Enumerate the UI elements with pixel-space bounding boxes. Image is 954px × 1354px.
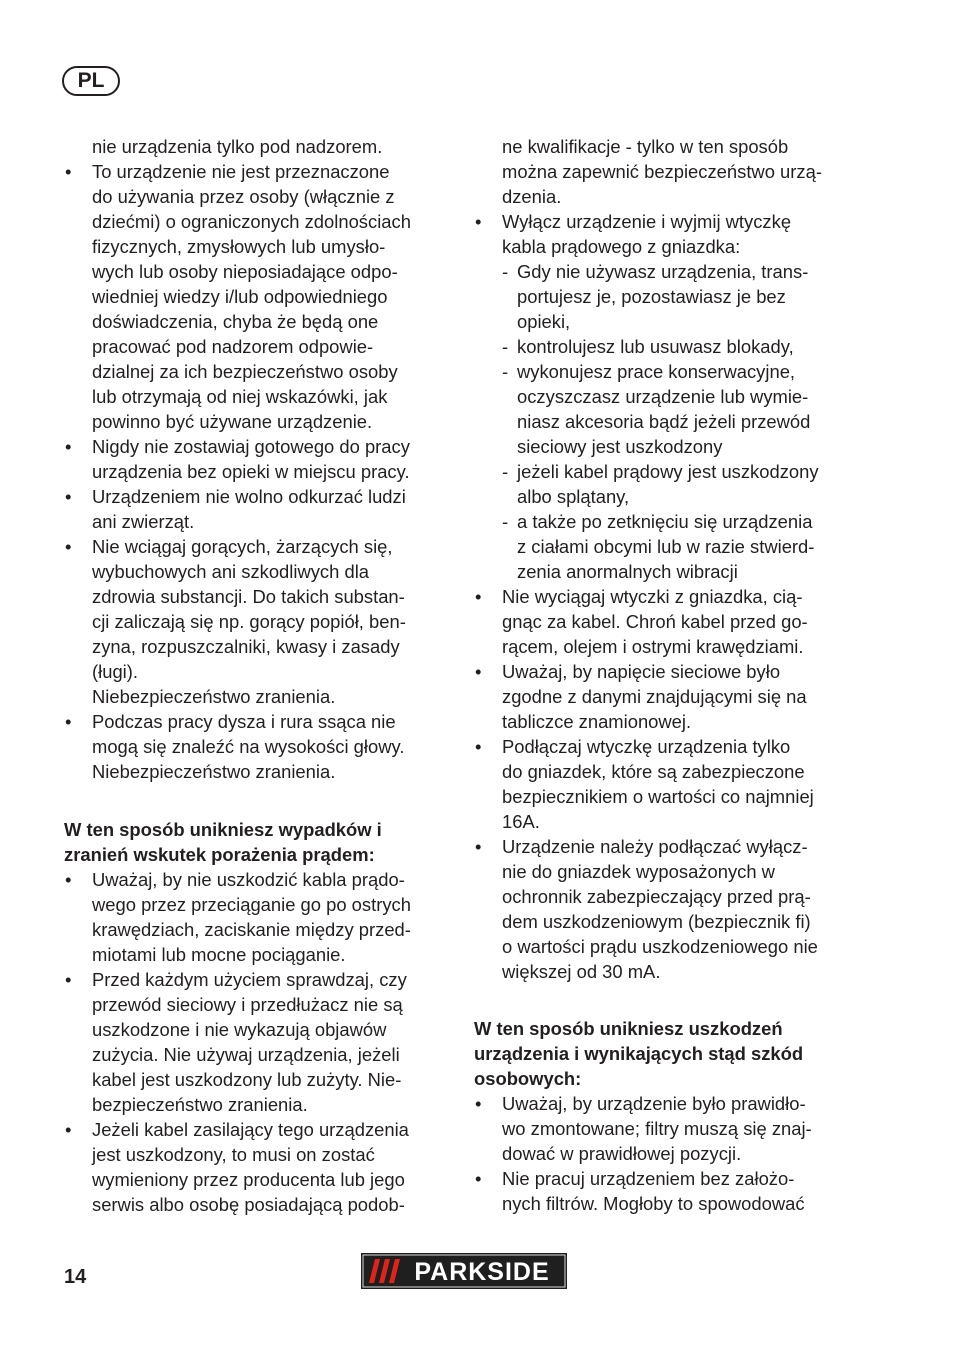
list-item: • Podczas pracy dysza i rura ssąca nie mogą się znaleźć na wysokości głowy. Niebezpieczeństwo zranienia. xyxy=(64,709,456,784)
list-item: • Podłączaj wtyczkę urządzenia tylko do gniazdek, które są zabezpieczone bezpiecznikiem o wartości co najmniej 16A. xyxy=(474,734,866,834)
list-item: • Nie wciągaj gorących, żarzących się, wybuchowych ani szkodliwych dla zdrowia substancji. Do takich substan- cji zaliczają się np. gorący popiół, ben- zyna, rozpuszczalniki, kwasy i zasady (ługi). Niebezpieczeństwo zranienia. xyxy=(64,534,456,709)
section-heading: W ten sposób unikniesz wypadków i zranień wskutek porażenia prądem: xyxy=(64,819,382,865)
right-column xyxy=(474,134,866,1216)
list-item: • Uważaj, by urządzenie było prawidło- wo zmontowane; filtry muszą się znaj- dować w prawidłowej pozycji. xyxy=(474,1091,866,1166)
continuation-text: ne kwalifikacje - tylko w ten sposób można zapewnić bezpieczeństwo urzą- dzenia. xyxy=(502,136,822,207)
list-item: • Nigdy nie zostawiaj gotowego do pracy urządzenia bez opieki w miejscu pracy. xyxy=(64,434,456,484)
dash-item: - Gdy nie używasz urządzenia, trans- portujesz je, pozostawiasz je bez opieki, xyxy=(474,259,866,334)
list-item: • Nie wyciągaj wtyczki z gniazdka, cią- gnąc za kabel. Chroń kabel przed go- rącem, olejem i ostrymi krawędziami. xyxy=(474,584,866,659)
dash-item: - wykonujesz prace konserwacyjne, oczyszczasz urządzenie lub wymie- niasz akcesoria bądź jeżeli przewód sieciowy jest uszkodzony xyxy=(474,359,866,459)
list-item: • Urządzenie należy podłączać wyłącz- nie do gniazdek wyposażonych w ochronnik zabezpieczający przed prą- dem uszkodzeniowym (bezpiecznik fi) o wartości prądu uszkodzeniowego nie większej od 30 mA. xyxy=(474,834,866,984)
list-item: • Uważaj, by napięcie sieciowe było zgodne z danymi znajdującymi się na tabliczce znamionowej. xyxy=(474,659,866,734)
left-column xyxy=(64,134,456,1217)
section-heading: W ten sposób unikniesz uszkodzeń urządzenia i wynikających stąd szkód osobowych: xyxy=(474,1018,804,1089)
list-item: • Nie pracuj urządzeniem bez założo- nych filtrów. Mogłoby to spowodować xyxy=(474,1166,866,1216)
list-item: • Uważaj, by nie uszkodzić kabla prądo- wego przez przeciąganie go po ostrych krawędziach, zaciskanie między przed- miotami lub mocne pociąganie. xyxy=(64,867,456,967)
list-item: • Urządzeniem nie wolno odkurzać ludzi ani zwierząt. xyxy=(64,484,456,534)
svg-text:PARKSIDE: PARKSIDE xyxy=(414,1258,550,1286)
dash-item: - kontrolujesz lub usuwasz blokady, xyxy=(474,334,866,359)
parkside-logo xyxy=(361,1253,567,1289)
page-number: 14 xyxy=(64,1266,87,1288)
list-item: • To urządzenie nie jest przeznaczone do używania przez osoby (włącznie z dziećmi) o ograniczonych zdolnościach fizycznych, zmysłowych lub umysło- wych lub osoby nieposiadające odpo- wiedniej wiedzy i/lub odpowiedniego doświadczenia, chyba że będą one pracować pod nadzorem odpowie- dzialnej za ich bezpieczeństwo osoby lub otrzymają od niej wskazówki, jak powinno być używane urządzenie. xyxy=(64,159,456,434)
continuation-text: nie urządzenia tylko pod nadzorem. xyxy=(92,136,383,157)
list-item: • Przed każdym użyciem sprawdzaj, czy przewód sieciowy i przedłużacz nie są uszkodzone i nie wykazują objawów zużycia. Nie używaj urządzenia, jeżeli kabel jest uszkodzony lub zużyty. Nie- bezpieczeństwo zranienia. xyxy=(64,967,456,1117)
list-item: • Jeżeli kabel zasilający tego urządzenia jest uszkodzony, to musi on zostać wymieniony przez producenta lub jego serwis albo osobę posiadającą podob- xyxy=(64,1117,456,1217)
dash-item: - a także po zetknięciu się urządzenia z ciałami obcymi lub w razie stwierd- zenia anormalnych wibracji xyxy=(474,509,866,584)
list-item: • Wyłącz urządzenie i wyjmij wtyczkę kabla prądowego z gniazdka: xyxy=(474,209,866,259)
dash-item: - jeżeli kabel prądowy jest uszkodzony albo splątany, xyxy=(474,459,866,509)
language-badge: PL xyxy=(62,66,120,96)
